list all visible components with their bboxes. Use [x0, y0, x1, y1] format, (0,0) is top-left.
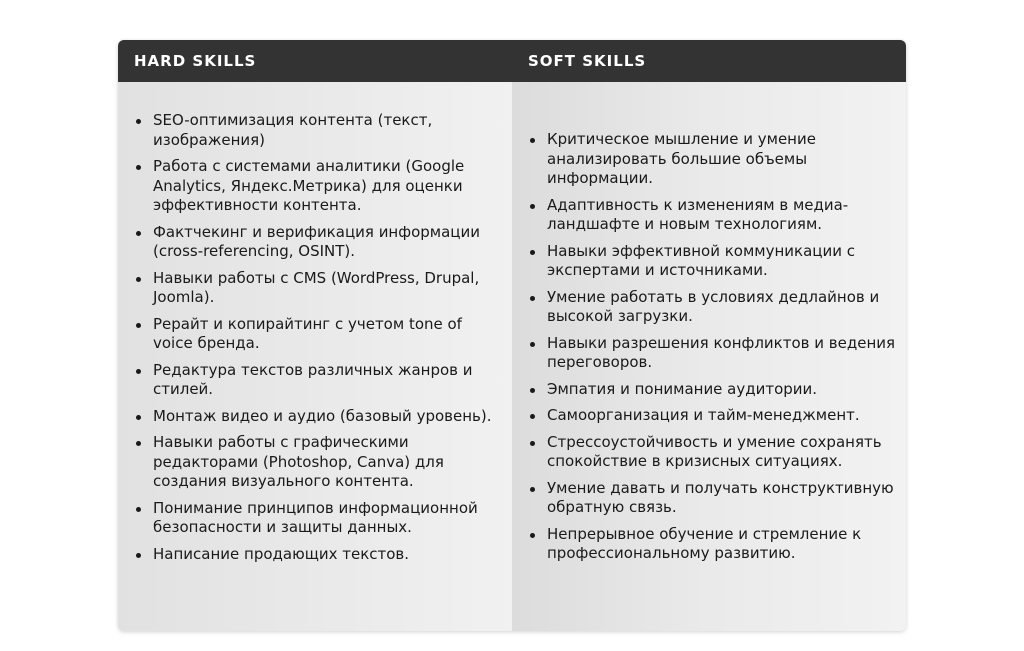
list-item-text: Рерайт и копирайтинг с учетом tone of voice бренда. [153, 314, 462, 352]
bullet-icon [530, 533, 535, 538]
bullet-icon [136, 369, 141, 374]
list-item [134, 157, 502, 216]
list-item [134, 111, 502, 150]
soft-skills-list [528, 130, 896, 571]
list-item-text: Навыки работы с графическими редакторами (Photoshop, Canva) для создания визуального контента. [153, 433, 444, 490]
bullet-icon [136, 415, 141, 420]
bullet-icon [136, 231, 141, 236]
list-item-text: Работа с системами аналитики (Google Analytics, Яндекс.Метрика) для оценки эффективности контента. [153, 157, 465, 214]
list-item [134, 433, 502, 492]
list-item-text: Критическое мышление и умение анализировать большие объемы информации. [547, 130, 816, 187]
list-item-text: Монтаж видео и аудио (базовый уровень). [153, 406, 492, 425]
bullet-icon [136, 323, 141, 328]
hard-skills-list [134, 111, 502, 571]
list-item [134, 361, 502, 400]
list-item-text: Умение работать в условиях дедлайнов и высокой загрузки. [547, 287, 880, 325]
list-item [528, 196, 896, 235]
list-item [134, 269, 502, 308]
table-body [118, 82, 906, 631]
list-item-text: Фактчекинг и верификация информации (cross-referencing, OSINT). [153, 222, 480, 260]
list-item-text: Понимание принципов информационной безопасности и защиты данных. [153, 498, 478, 536]
bullet-icon [530, 342, 535, 347]
bullet-icon [530, 296, 535, 301]
list-item-text: Непрерывное обучение и стремление к профессиональному развитию. [547, 524, 862, 562]
bullet-icon [136, 507, 141, 512]
list-item [528, 479, 896, 518]
bullet-icon [530, 388, 535, 393]
list-item [528, 525, 896, 564]
list-item-text: Адаптивность к изменениям в медиа-ландшафте и новым технологиям. [547, 195, 849, 233]
list-item [528, 334, 896, 373]
list-item [528, 288, 896, 327]
list-item [134, 499, 502, 538]
list-item-text: Навыки эффективной коммуникации с экспертами и источниками. [547, 241, 856, 279]
bullet-icon [530, 250, 535, 255]
list-item [134, 545, 502, 565]
hard-skills-column [118, 82, 512, 631]
bullet-icon [136, 441, 141, 446]
list-item [528, 380, 896, 400]
table-header [118, 40, 906, 82]
bullet-icon [136, 119, 141, 124]
bullet-icon [530, 138, 535, 143]
list-item-text: Написание продающих текстов. [153, 544, 410, 563]
list-item-text: SEO-оптимизация контента (текст, изображения) [153, 111, 433, 149]
list-item [528, 406, 896, 426]
list-item-text: Навыки работы с CMS (WordPress, Drupal, Joomla). [153, 268, 480, 306]
skills-table [118, 40, 906, 631]
list-item [528, 242, 896, 281]
list-item [528, 130, 896, 189]
list-item-text: Стрессоустойчивость и умение сохранять спокойствие в кризисных ситуациях. [547, 432, 882, 470]
list-item-text: Эмпатия и понимание аудитории. [547, 379, 818, 398]
hard-skills-heading: HARD SKILLS [134, 52, 257, 70]
list-item-text: Редактура текстов различных жанров и стилей. [153, 360, 473, 398]
soft-skills-column [512, 82, 906, 631]
list-item-text: Умение давать и получать конструктивную обратную связь. [547, 478, 894, 516]
soft-skills-heading: SOFT SKILLS [528, 52, 647, 70]
list-item [134, 223, 502, 262]
list-item [134, 407, 502, 427]
bullet-icon [530, 414, 535, 419]
bullet-icon [136, 277, 141, 282]
bullet-icon [530, 204, 535, 209]
list-item [134, 315, 502, 354]
list-item-text: Навыки разрешения конфликтов и ведения переговоров. [547, 333, 896, 371]
bullet-icon [136, 165, 141, 170]
list-item-text: Самоорганизация и тайм-менеджмент. [547, 406, 860, 424]
bullet-icon [530, 487, 535, 492]
bullet-icon [530, 441, 535, 446]
list-item [528, 433, 896, 472]
bullet-icon [136, 553, 141, 558]
